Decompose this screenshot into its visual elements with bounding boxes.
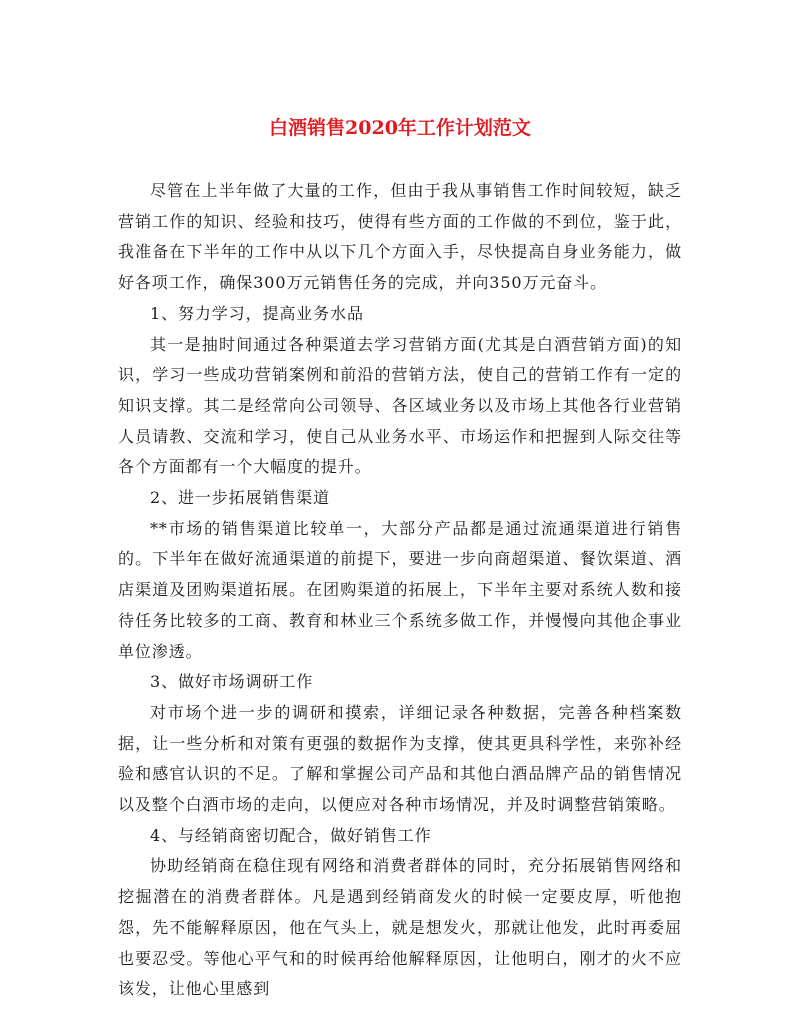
section-paragraph-1: 其一是抽时间通过各种渠道去学习营销方面(尤其是白酒营销方面)的知识，学习一些成功营销案例和前沿的营销方法，使自己的营销工作有一定的知识支撑。其二是经常向公司领导、各区域业务以及市场上其他各行业营销人员请教、交流和学习，使自己从业务水平、市场运作和把握到人际交往等各个方面都有一个大幅度的提升。 xyxy=(118,334,682,477)
section-paragraph-3: 对市场个进一步的调研和摸索，详细记录各种数据，完善各种档案数据，让一些分析和对策有更强的数据作为支撑，使其更具科学性，来弥补经验和感官认识的不足。了解和掌握公司产品和其他白酒品牌产品的销售情况以及整个白酒市场的走向，以便应对各种市场情况，并及时调整营销策略。 xyxy=(118,702,682,815)
section-heading-4: 4、与经销商密切配合，做好销售工作 xyxy=(150,825,432,845)
section-heading-3: 3、做好市场调研工作 xyxy=(150,672,314,692)
section-heading-2: 2、进一步拓展销售渠道 xyxy=(150,488,331,508)
document-body xyxy=(118,176,682,1005)
document-title: 白酒销售2020年工作计划范文 xyxy=(269,117,531,139)
intro-paragraph: 尽管在上半年做了大量的工作，但由于我从事销售工作时间较短，缺乏营销工作的知识、经验和技巧，使得有些方面的工作做的不到位，鉴于此，我准备在下半年的工作中从以下几个方面入手，尽快提高自身业务能力，做好各项工作，确保300万元销售任务的完成，并向350万元奋斗。 xyxy=(118,181,682,293)
section-paragraph-2: **市场的销售渠道比较单一，大部分产品都是通过流通渠道进行销售的。下半年在做好流通渠道的前提下，要进一步向商超渠道、餐饮渠道、酒店渠道及团购渠道拓展。在团购渠道的拓展上，下半年主要对系统人数和接待任务比较多的工商、教育和林业三个系统多做工作，并慢慢向其他企事业单位渗透。 xyxy=(118,518,682,661)
section-paragraph-4: 协助经销商在稳住现有网络和消费者群体的同时，充分拓展销售网络和挖掘潜在的消费者群体。凡是遇到经销商发火的时候一定要皮厚，听他抱怨，先不能解释原因，他在气头上，就是想发火，那就让他发，此时再委屈也要忍受。等他心平气和的时候再给他解释原因，让他明白，刚才的火不应该发，让他心里感到 xyxy=(118,856,682,999)
section-heading-1: 1、努力学习，提高业务水品 xyxy=(150,303,364,323)
